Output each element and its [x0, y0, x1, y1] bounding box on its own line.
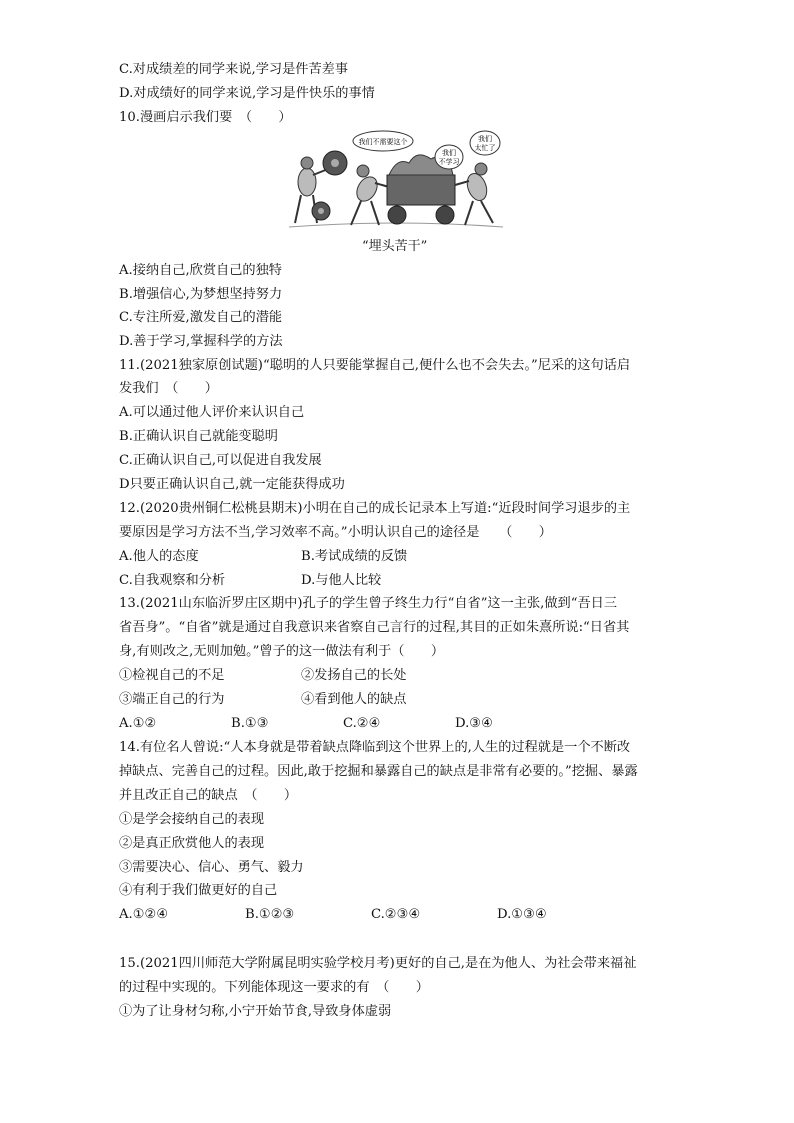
q14-item-3: ③需要决心、信心、勇气、毅力	[119, 860, 304, 875]
q14-option-a: A.①②④	[119, 907, 169, 922]
svg-text:不学习: 不学习	[438, 158, 460, 166]
svg-text:我们: 我们	[478, 135, 492, 143]
q12-option-a: A.他人的态度	[119, 549, 199, 564]
q12-option-d: D.与他人比较	[301, 573, 382, 588]
cartoon-illustration	[285, 127, 507, 231]
q11-option-a: A.可以通过他人评价来认识自己	[119, 405, 305, 420]
caveman-right	[455, 163, 493, 225]
q14-item-1: ①是学会接纳自己的表现	[119, 812, 265, 827]
q10-option-a: A.接纳自己,欣赏自己的独特	[119, 263, 282, 278]
q13-item-1: ①检视自己的不足	[119, 668, 225, 683]
q14-option-d: D.①③④	[497, 907, 547, 922]
q13-item-2: ②发扬自己的长处	[301, 668, 407, 683]
q15-item-1: ①为了让身材匀称,小宁开始节食,导致身体虚弱	[119, 1004, 392, 1019]
q12-stem-line-1: 12.(2020贵州铜仁松桃县期末)小明在自己的成长记录本上写道:“近段时间学习退步的主	[119, 501, 631, 516]
q12-stem-line-2: 要原因是学习方法不当,学习效率不高。”小明认识自己的途径是 （ ）	[119, 525, 552, 540]
q13-option-d: D.③④	[455, 716, 493, 731]
svg-text:太忙了: 太忙了	[474, 144, 496, 152]
q14-option-c: C.②③④	[371, 907, 421, 922]
q13-option-a: A.①②	[119, 716, 157, 731]
q15-stem-line-2: 的过程中实现的。下列能体现这一要求的有 （ ）	[119, 980, 429, 995]
q10-option-b: B.增强信心,为梦想坚持努力	[119, 287, 283, 302]
caveman-middle	[351, 165, 389, 225]
q15-stem-line-1: 15.(2021四川师范大学附属昆明实验学校月考)更好的自己,是在为他人、为社会带来福祉	[119, 956, 637, 971]
q11-stem-line-1: 11.(2021独家原创试题)“聪明的人只要能掌握自己,便什么也不会失去。”尼采的这句话启	[119, 358, 631, 373]
q13-stem-line-3: 身,有则改之,无则加勉。”曾子的这一做法有利于（ ）	[119, 644, 445, 659]
q14-item-2: ②是真正欣赏他人的表现	[119, 836, 265, 851]
q13-stem-line-1: 13.(2021山东临沂罗庄区期中)孔子的学生曾子终生力行“自省”这一主张,做到“吾日三	[119, 596, 618, 611]
q11-option-c: C.正确认识自己,可以促进自我发展	[119, 453, 322, 468]
q10-option-c: C.专注所爱,激发自己的潜能	[119, 310, 283, 325]
q11-option-d: D只要正确认识自己,就一定能获得成功	[119, 477, 345, 492]
q13-item-3: ③端正自己的行为	[119, 692, 225, 707]
cartoon-caption: “埋头苦干”	[362, 239, 428, 254]
q14-stem-line-1: 14.有位名人曾说:“人本身就是带着缺点降临到这个世界上的,人生的过程就是一个不断改	[119, 740, 631, 755]
q9-option-d: D.对成绩好的同学来说,学习是件快乐的事情	[119, 86, 375, 101]
q9-option-c: C.对成绩差的同学来说,学习是件苦差事	[119, 62, 349, 77]
q13-option-b: B.①③	[231, 716, 269, 731]
stone-cart	[387, 175, 455, 205]
q11-option-b: B.正确认识自己就能变聪明	[119, 429, 278, 444]
q13-option-c: C.②④	[343, 716, 381, 731]
svg-text:我们不需要这个: 我们不需要这个	[358, 138, 408, 146]
q14-item-4: ④有利于我们做更好的自己	[119, 883, 278, 898]
q13-stem-line-2: 省吾身”。“自省”就是通过自我意识来省察自己言行的过程,其目的正如朱熹所说:“日省其	[119, 620, 630, 635]
q10-option-d: D.善于学习,掌握科学的方法	[119, 334, 283, 349]
q12-option-b: B.考试成绩的反馈	[301, 549, 408, 564]
svg-text:我们: 我们	[442, 149, 456, 157]
q13-item-4: ④看到他人的缺点	[301, 692, 407, 707]
q14-stem-line-3: 并且改正自己的缺点 （ ）	[119, 788, 298, 803]
q12-option-c: C.自我观察和分析	[119, 573, 226, 588]
q14-option-b: B.①②③	[245, 907, 295, 922]
q10-stem: 10.漫画启示我们要 （ ）	[119, 110, 292, 125]
q14-stem-line-2: 掉缺点、完善自己的过程。因此,敢于挖掘和暴露自己的缺点是非常有必要的。”挖掘、暴露	[119, 764, 638, 779]
q11-stem-line-2: 发我们 （ ）	[119, 381, 218, 396]
